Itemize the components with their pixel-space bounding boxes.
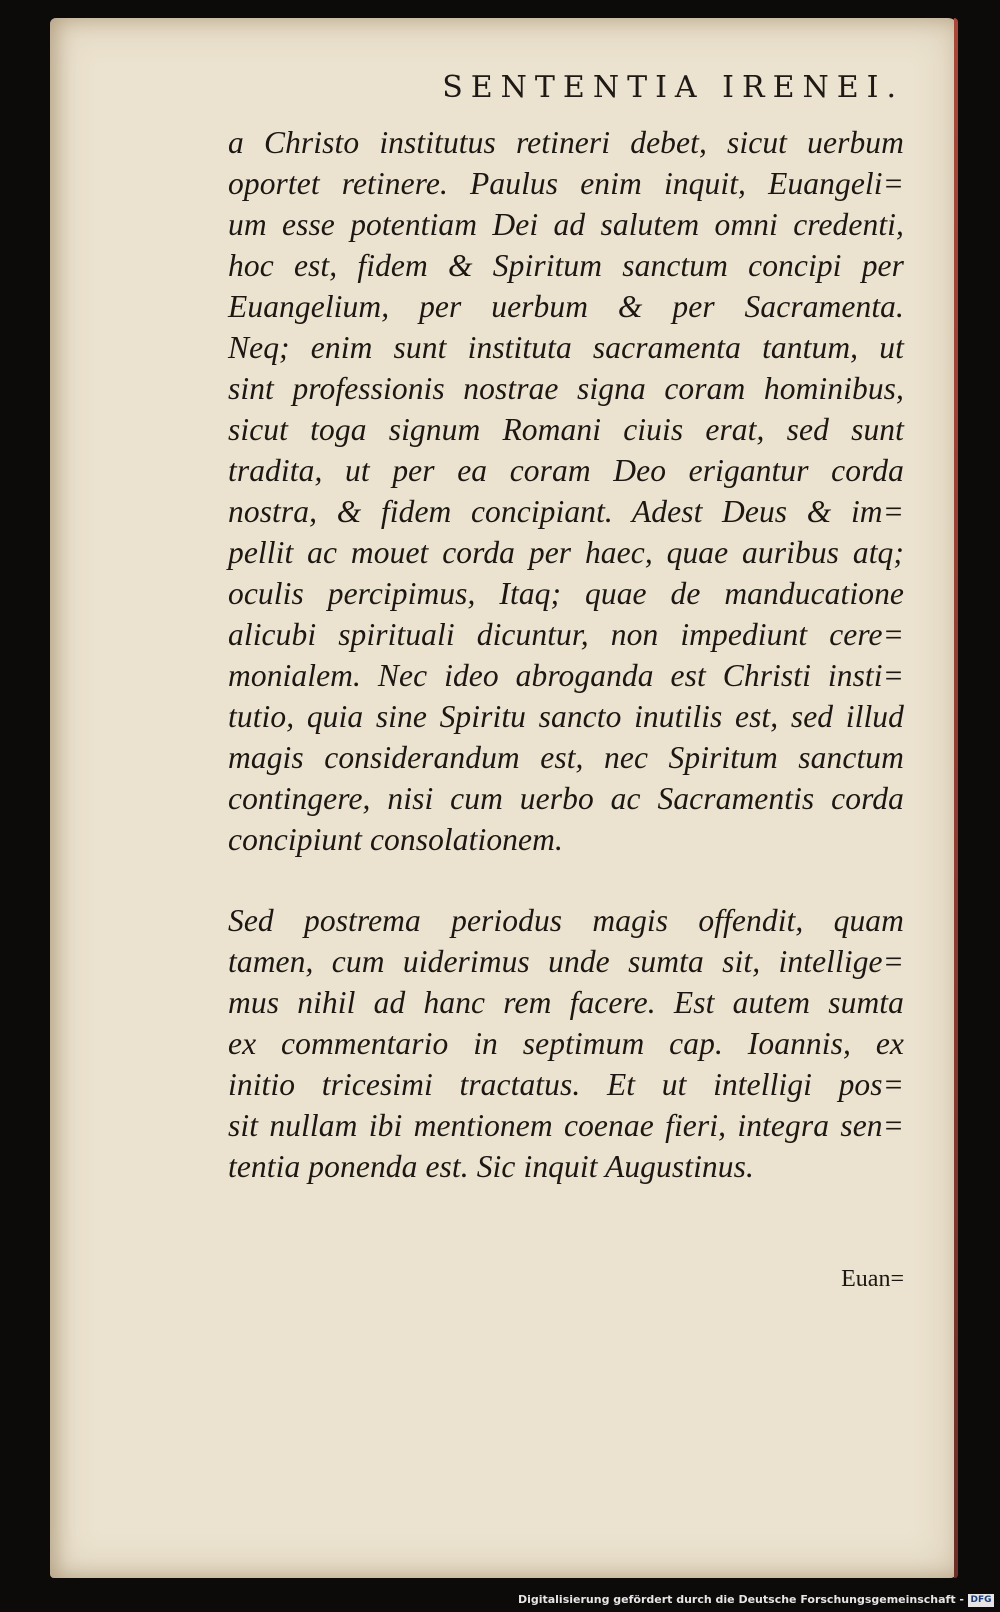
text-line: sicut toga signum Romani ciuis erat, sed sunt: [228, 412, 904, 447]
text-line: monialem. Nec ideo abroganda est Christi insti=: [228, 658, 904, 693]
paragraph-2: [228, 900, 904, 1187]
text-line: ex commentario in septimum cap. Ioannis, ex: [228, 1026, 904, 1061]
running-head: SENTENTIA IRENEI.: [442, 70, 904, 105]
footer-strip: [0, 1578, 1000, 1612]
text-line: oportet retinere. Paulus enim inquit, Euangeli=: [228, 166, 904, 201]
paragraph-gap: [228, 860, 904, 900]
text-line: contingere, nisi cum uerbo ac Sacramentis corda: [228, 781, 904, 816]
text-line: tradita, ut per ea coram Deo erigantur corda: [228, 453, 904, 488]
text-line: magis considerandum est, nec Spiritum sanctum: [228, 740, 904, 775]
text-line: um esse potentiam Dei ad salutem omni credenti,: [228, 207, 904, 242]
text-line: tutio, quia sine Spiritu sancto inutilis est, sed illud: [228, 699, 904, 734]
text-line: initio tricesimi tractatus. Et ut intelligi pos=: [228, 1067, 904, 1102]
text-line: alicubi spirituali dicuntur, non impediunt cere=: [228, 617, 904, 652]
text-line: hoc est, fidem & Spiritum sanctum concipi per: [228, 248, 904, 283]
text-line: tentia ponenda est. Sic inquit Augustinus.: [228, 1149, 754, 1184]
dfg-logo-icon: DFG: [968, 1594, 994, 1607]
text-line: Neq; enim sunt instituta sacramenta tantum, ut: [228, 330, 904, 365]
paragraph-1: [228, 122, 904, 860]
text-line: mus nihil ad hanc rem facere. Est autem sumta: [228, 985, 904, 1020]
text-line: nostra, & fidem concipiant. Adest Deus & im=: [228, 494, 904, 529]
catchword: Euan=: [841, 1266, 904, 1292]
text-line: Euangelium, per uerbum & per Sacramenta.: [228, 289, 904, 324]
text-line: a Christo institutus retineri debet, sicut uerbum: [228, 125, 904, 160]
text-line: oculis percipimus, Itaq; quae de manducatione: [228, 576, 904, 611]
page-edge: [954, 18, 958, 1578]
text-line: Sed postrema periodus magis offendit, quam: [228, 903, 904, 938]
text-line: sint professionis nostrae signa coram hominibus,: [228, 371, 904, 406]
text-line: pellit ac mouet corda per haec, quae auribus atq;: [228, 535, 904, 570]
text-line: tamen, cum uiderimus unde sumta sit, intellige=: [228, 944, 904, 979]
text-line: sit nullam ibi mentionem coenae fieri, integra sen=: [228, 1108, 904, 1143]
text-line: concipiunt consolationem.: [228, 822, 563, 857]
body-text: [228, 122, 904, 1187]
footer-credit: Digitalisierung gefördert durch die Deutsche Forschungsgemeinschaft -: [517, 1593, 964, 1606]
